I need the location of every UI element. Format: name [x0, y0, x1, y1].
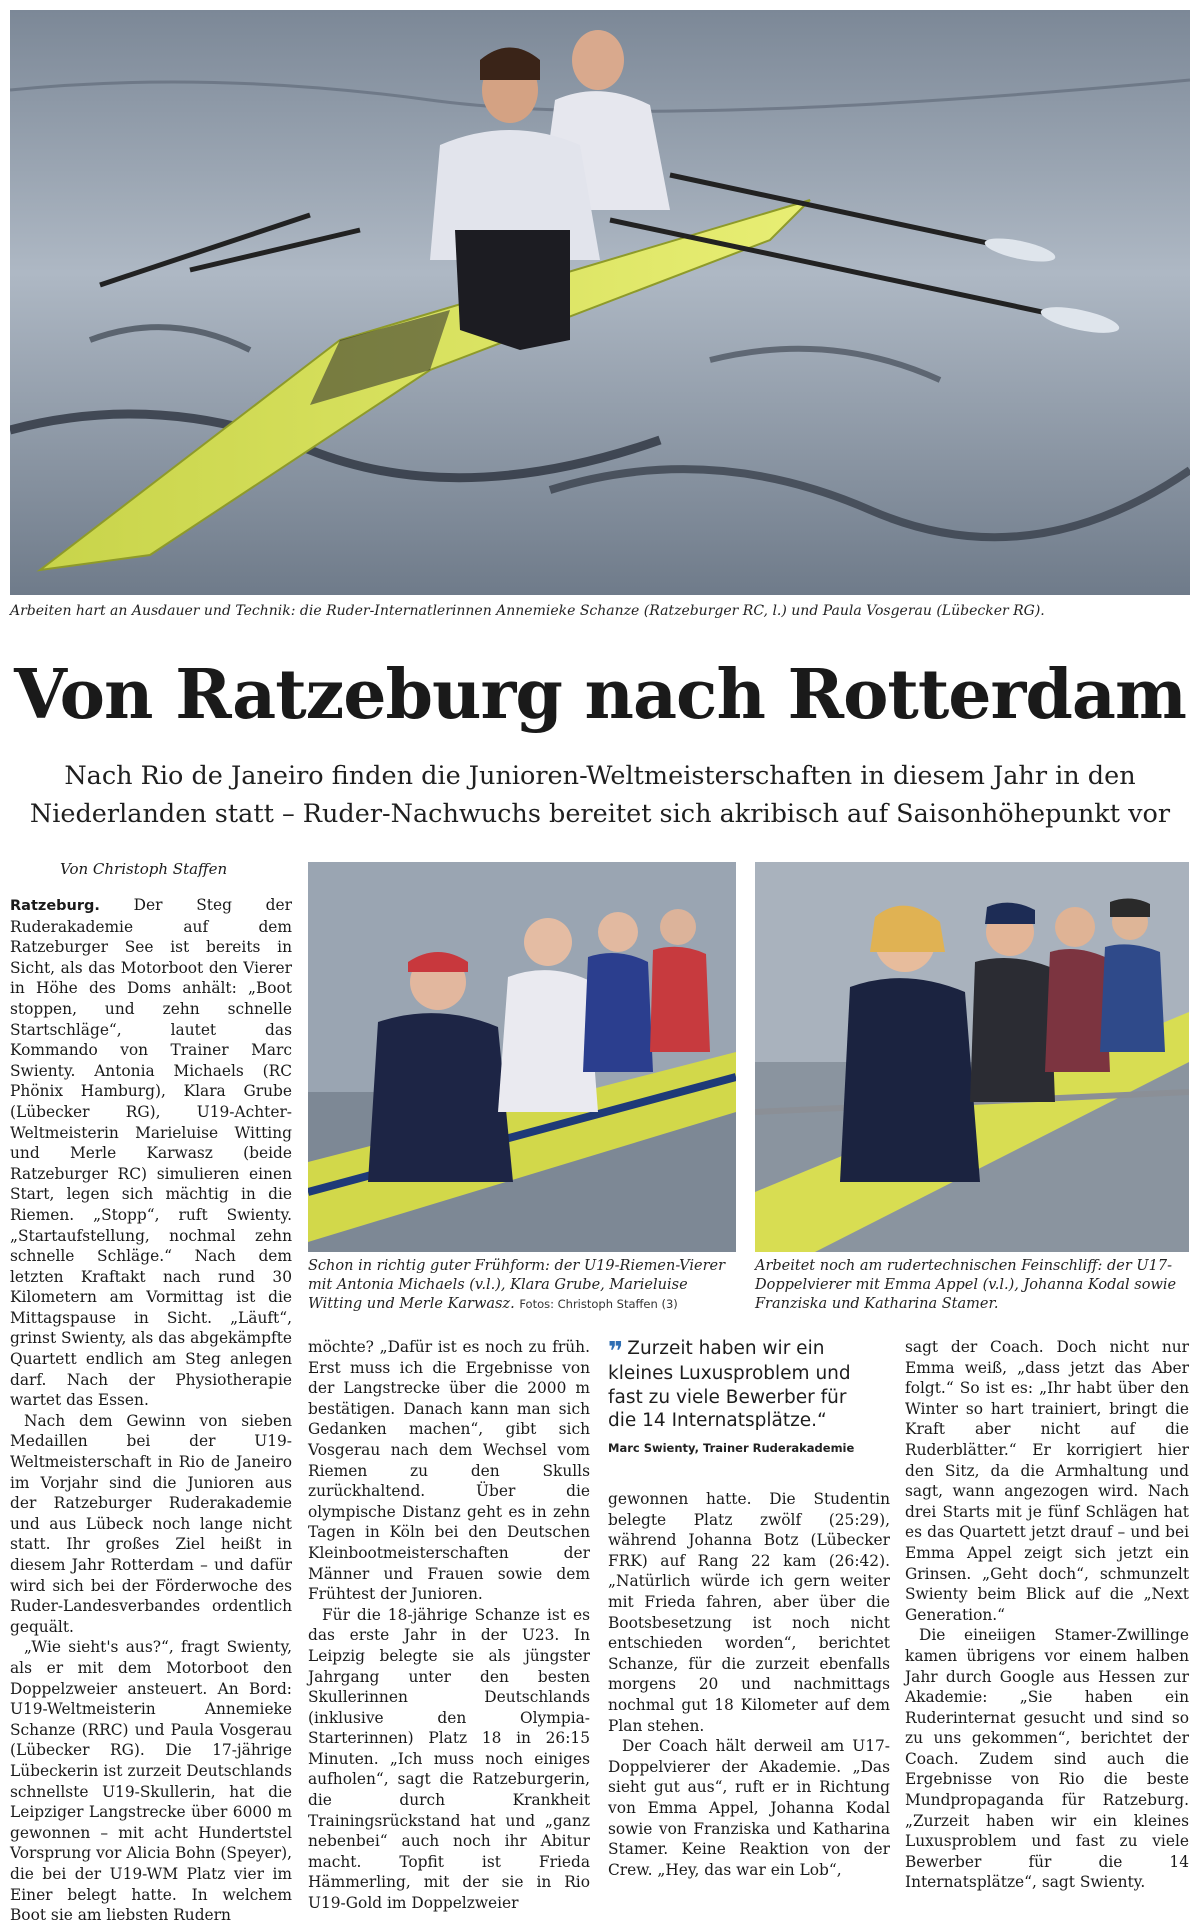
pull-quote-text: Zurzeit haben wir ein kleines Luxusproblem und fast zu viele Bewerber für die 14 Internatsplätze.“ — [608, 1338, 851, 1431]
paragraph: Der Coach hält derweil am U17-Doppelvierer der Akademie. „Das sieht gut aus“, ruft er in Richtung von Emma Appel, Johanna Kodal sowie von Franziska und Katharina Stamer. Keine Reaktion von der Crew. „Hey, das war ein Lob“, — [608, 1737, 890, 1879]
top-photo-caption: Arbeiten hart an Ausdauer und Technik: die Ruder-Internatlerinnen Annemieke Schanze (Ratzeburger RC, l.) und Paula Vosgerau (Lübecker RG). — [10, 603, 1045, 619]
rowing-double-scull-image — [10, 10, 1190, 595]
article-column-2 — [308, 1337, 590, 1914]
byline: Von Christoph Staffen — [60, 860, 228, 878]
dateline: Ratzeburg. — [10, 898, 100, 914]
photo-u19-four — [308, 862, 736, 1252]
rowing-quad-image — [755, 862, 1189, 1252]
paragraph: Die eineiigen Stamer-Zwillinge kamen übrigens vor einem halben Jahr durch Google aus Hessen zur Akademie: „Sie haben ein Ruderinternat gesucht und sind so zu uns gekommen“, berichtet der Coach. Zudem sind auch die Ergebnisse von Rio die beste Mundpropaganda für Ratzeburg. „Zurzeit haben wir ein kleines Luxusproblem und fast zu viele Bewerber für die 14 Internatsplätze“, sagt Swienty. — [905, 1626, 1189, 1892]
paragraph: gewonnen hatte. Die Studentin belegte Platz zwölf (25:29), während Johanna Botz (Lübecker FRK) auf Rang 22 kam (26:42). „Natürlich würde ich gern weiter mit Frieda fahren, aber über die Bootsbesetzung ist noch nicht entschieden worden“, berichtet Schanze, für die zurzeit ebenfalls morgens 20 und nachmittags nochmal gut 18 Kilometer auf dem Plan stehen. — [608, 1490, 890, 1735]
pull-quote-source: Marc Swienty, Trainer Ruderakademie — [608, 1440, 855, 1455]
pull-quote — [608, 1337, 880, 1455]
rowing-four-image — [308, 862, 736, 1252]
photo-credit: Fotos: Christoph Staffen (3) — [519, 1297, 678, 1311]
paragraph: möchte? „Dafür ist es noch zu früh. Erst muss ich die Ergebnisse von der Langstrecke über die 2000 m bestätigen. Danach kann man sich Gedanken machen“, gibt sich Vosgerau nach dem Wechsel vom Riemen zu den Skulls zurückhaltend. Über die olympische Distanz geht es in zehn Tagen in Köln bei den Deutschen Kleinbootmeisterschaften der Männer und Frauen sowie dem Frühtest der Junioren. — [308, 1338, 590, 1604]
paragraph: Ratzeburg. Der Steg der Ruderakademie auf dem Ratzeburger See ist bereits in Sicht, als das Motorboot den Vierer in Höhe des Doms anhält: „Boot stoppen, und zehn schnelle Startschläge“, lautet das Kommando von Trainer Marc Swienty. Antonia Michaels (RC Phönix Hamburg), Klara Grube (Lübecker RG), U19-Achter-Weltmeisterin Marieluise Witting und Merle Karwasz (beide Ratzeburger RC) simulieren einen Start, legen sich mächtig in die Riemen. „Stopp“, ruft Swienty. „Startaufstellung, nochmal zehn schnelle Schläge.“ Nach dem letzten Kraftakt nach rund 30 Kilometern am Vormittag ist die Mittagspause in Sicht. „Läuft“, grinst Swienty, als das abgekämpfte Quartett endlich am Steg anlegen darf. Nach der Physiotherapie wartet das Essen. — [10, 896, 292, 1410]
top-photo — [10, 10, 1190, 595]
article-column-3 — [608, 1489, 890, 1880]
article-column-4 — [905, 1337, 1189, 1893]
quote-mark-icon: ❞ — [608, 1337, 624, 1367]
subheadline: Nach Rio de Janeiro finden die Junioren-Weltmeisterschaften in diesem Jahr in den Niederlanden statt – Ruder-Nachwuchs bereitet sich akribisch auf Saisonhöhepunkt vor — [29, 761, 1171, 829]
paragraph: Für die 18-jährige Schanze ist es das erste Jahr in der U23. In Leipzig belegte sie als jüngster Jahrgang unter den besten Skullerinnen Deutschlands (inklusive den Olympia-Starterinnen) Platz 18 in 26:15 Minuten. „Ich muss noch einiges aufholen“, sagt die Ratzeburgerin, die durch Krankheit Trainingsrückstand hat und „ganz nebenbei“ auch noch ihr Abitur macht. Topfit ist Frieda Hämmerling, mit der sie in Rio U19-Gold im Doppelzweier — [308, 1605, 590, 1913]
paragraph: „Wie sieht's aus?“, fragt Swienty, als er mit dem Motorboot den Doppelzweier ansteuert. An Bord: U19-Weltmeisterin Annemieke Schanze (RRC) und Paula Vosgerau (Lübecker RG). Die 17-jährige Lübeckerin ist zurzeit Deutschlands schnellste U19-Skullerin, hat die Leipziger Langstrecke über 6000 m gewonnen – mit acht Hundertstel Vorsprung vor Alicia Bohn (Speyer), die bei der U19-WM Platz vier im Einer belegt hatte. In welchem Boot sie am liebsten Rudern — [10, 1638, 292, 1925]
article-column-1 — [10, 895, 292, 1926]
headline: Von Ratzeburg nach Rotterdam — [14, 655, 1186, 735]
paragraph: sagt der Coach. Doch nicht nur Emma weiß, „dass jetzt das Aber folgt.“ So ist es: „Ihr habt über den Winter so hart trainiert, bringt die Kraft aber nicht auf die Ruderblätter.“ Er korrigiert hier den Sitz, da die Armhaltung und sagt, wann angezogen wird. Nach drei Starts mit je fünf Schlägen hat es das Quartett jetzt drauf – und bei Emma Appel zeigt sich jetzt ein Grinsen. „Geht doch“, schmunzelt Swienty beim Blick auf die „Next Generation.“ — [905, 1338, 1189, 1624]
paragraph: Nach dem Gewinn von sieben Medaillen bei der U19-Weltmeisterschaft in Rio de Janeiro im Vorjahr sind die Junioren aus der Ratzeburger Ruderakademie und aus Lübeck noch lange nicht statt. Ihr großes Ziel heißt in diesem Jahr Rotterdam – und dafür wird sich bei der Förderwoche des Ruder-Landesverbandes ordentlich gequält. — [10, 1411, 292, 1636]
photo-left-caption: Schon in richtig guter Frühform: der U19-Riemen-Vierer mit Antonia Michaels (v.l.), Klara Grube, Marieluise Witting und Merle Karwasz. Fotos: Christoph Staffen (3) — [308, 1258, 726, 1312]
photo-u17-quad — [755, 862, 1189, 1252]
photo-right-caption: Arbeitet noch am rudertechnischen Feinschliff: der U17-Doppelvierer mit Emma Appel (v.l.), Johanna Kodal sowie Franziska und Katharina Stamer. — [755, 1258, 1177, 1312]
